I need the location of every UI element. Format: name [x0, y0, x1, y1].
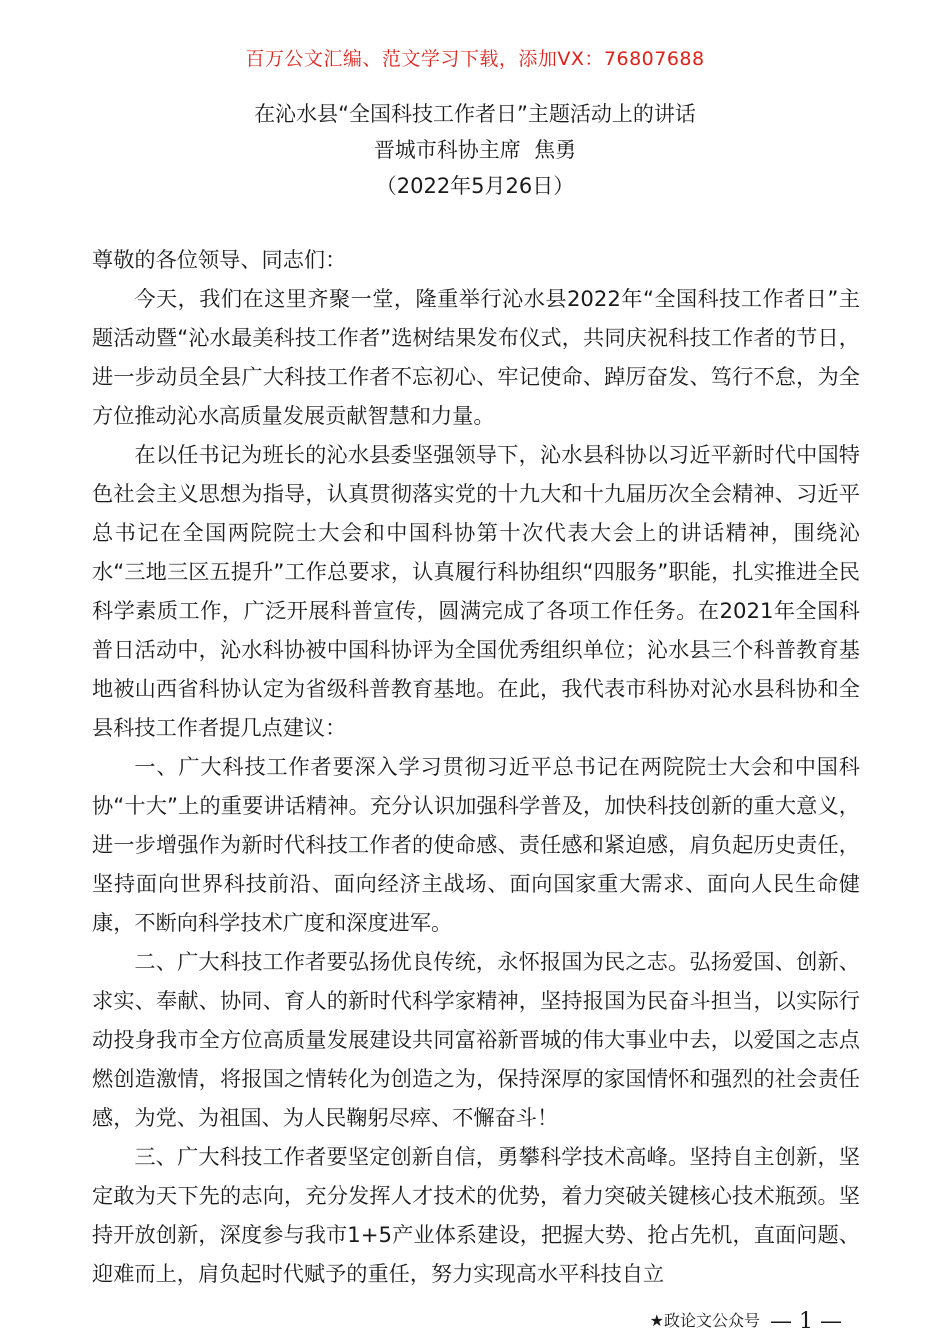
page-number: — 1 — — [770, 1309, 842, 1334]
download-banner: 百万公文汇编、范文学习下载，添加VX：76807688 — [245, 48, 705, 70]
footer-source: ★政论文公众号 — [649, 1311, 761, 1330]
paragraph-suggestion-3: 三、广大科技工作者要坚定创新自信，勇攀科学技术高峰。坚持自主创新，坚定敢为天下先的志向，充分发挥人才技术的优势，着力突破关键核心技术瓶颈。坚持开放创新，深度参与我市1+5产业体系建设，把握大势、抢占先机，直面问题、迎难而上，肩负起时代赋予的重任，努力实现高水平科技自立 — [92, 1144, 860, 1286]
paragraph-suggestion-2: 二、广大科技工作者要弘扬优良传统，永怀报国为民之志。弘扬爱国、创新、求实、奉献、协同、育人的新时代科学家精神，坚持报国为民奋斗担当，以实际行动投身我市全方位高质量发展建设共同富裕新晋城的伟大事业中去，以爱国之志点燃创造激情，将报国之情转化为创造之为，保持深厚的家国情怀和强烈的社会责任感，为党、为祖国、为人民鞠躬尽瘁、不懈奋斗！ — [92, 949, 860, 1130]
paragraph-opening: 今天，我们在这里齐聚一堂，隆重举行沁水县2022年“全国科技工作者日”主题活动暨“沁水最美科技工作者”选树结果发布仪式，共同庆祝科技工作者的节日，进一步动员全县广大科技工作者不忘初心、牢记使命、踔厉奋发、笃行不怠，为全方位推动沁水高质量发展贡献智慧和力量。 — [92, 286, 860, 428]
speech-date: （2022年5月26日） — [375, 174, 575, 198]
speech-body — [92, 240, 860, 1293]
paragraph-achievements: 在以任书记为班长的沁水县委坚强领导下，沁水县科协以习近平新时代中国特色社会主义思想为指导，认真贯彻落实党的十九大和十九届历次全会精神、习近平总书记在全国两院院士大会和中国科协第十次代表大会上的讲话精神，围绕沁水“三地三区五提升”工作总要求，认真履行科协组织“四服务”职能，扎实推进全民科学素质工作，广泛开展科普宣传，圆满完成了各项工作任务。在2021年全国科普日活动中，沁水科协被中国科协评为全国优秀组织单位；沁水县三个科普教育基地被山西省科协认定为省级科普教育基地。在此，我代表市科协对沁水县科协和全县科技工作者提几点建议： — [92, 442, 860, 740]
salutation: 尊敬的各位领导、同志们： — [92, 247, 347, 272]
paragraph-suggestion-1: 一、广大科技工作者要深入学习贯彻习近平总书记在两院院士大会和中国科协“十大”上的重要讲话精神。充分认识加强科学普及，加快科技创新的重大意义，进一步增强作为新时代科技工作者的使命感、责任感和紧迫感，肩负起历史责任，坚持面向世界科技前沿、面向经济主战场、面向国家重大需求、面向人民生命健康，不断向科学技术广度和深度进军。 — [92, 754, 860, 935]
title-block — [0, 96, 950, 204]
speaker-line: 晋城市科协主席 焦勇 — [373, 138, 577, 162]
page-footer — [650, 1308, 842, 1334]
speech-title: 在沁水县“全国科技工作者日”主题活动上的讲话 — [254, 102, 696, 126]
